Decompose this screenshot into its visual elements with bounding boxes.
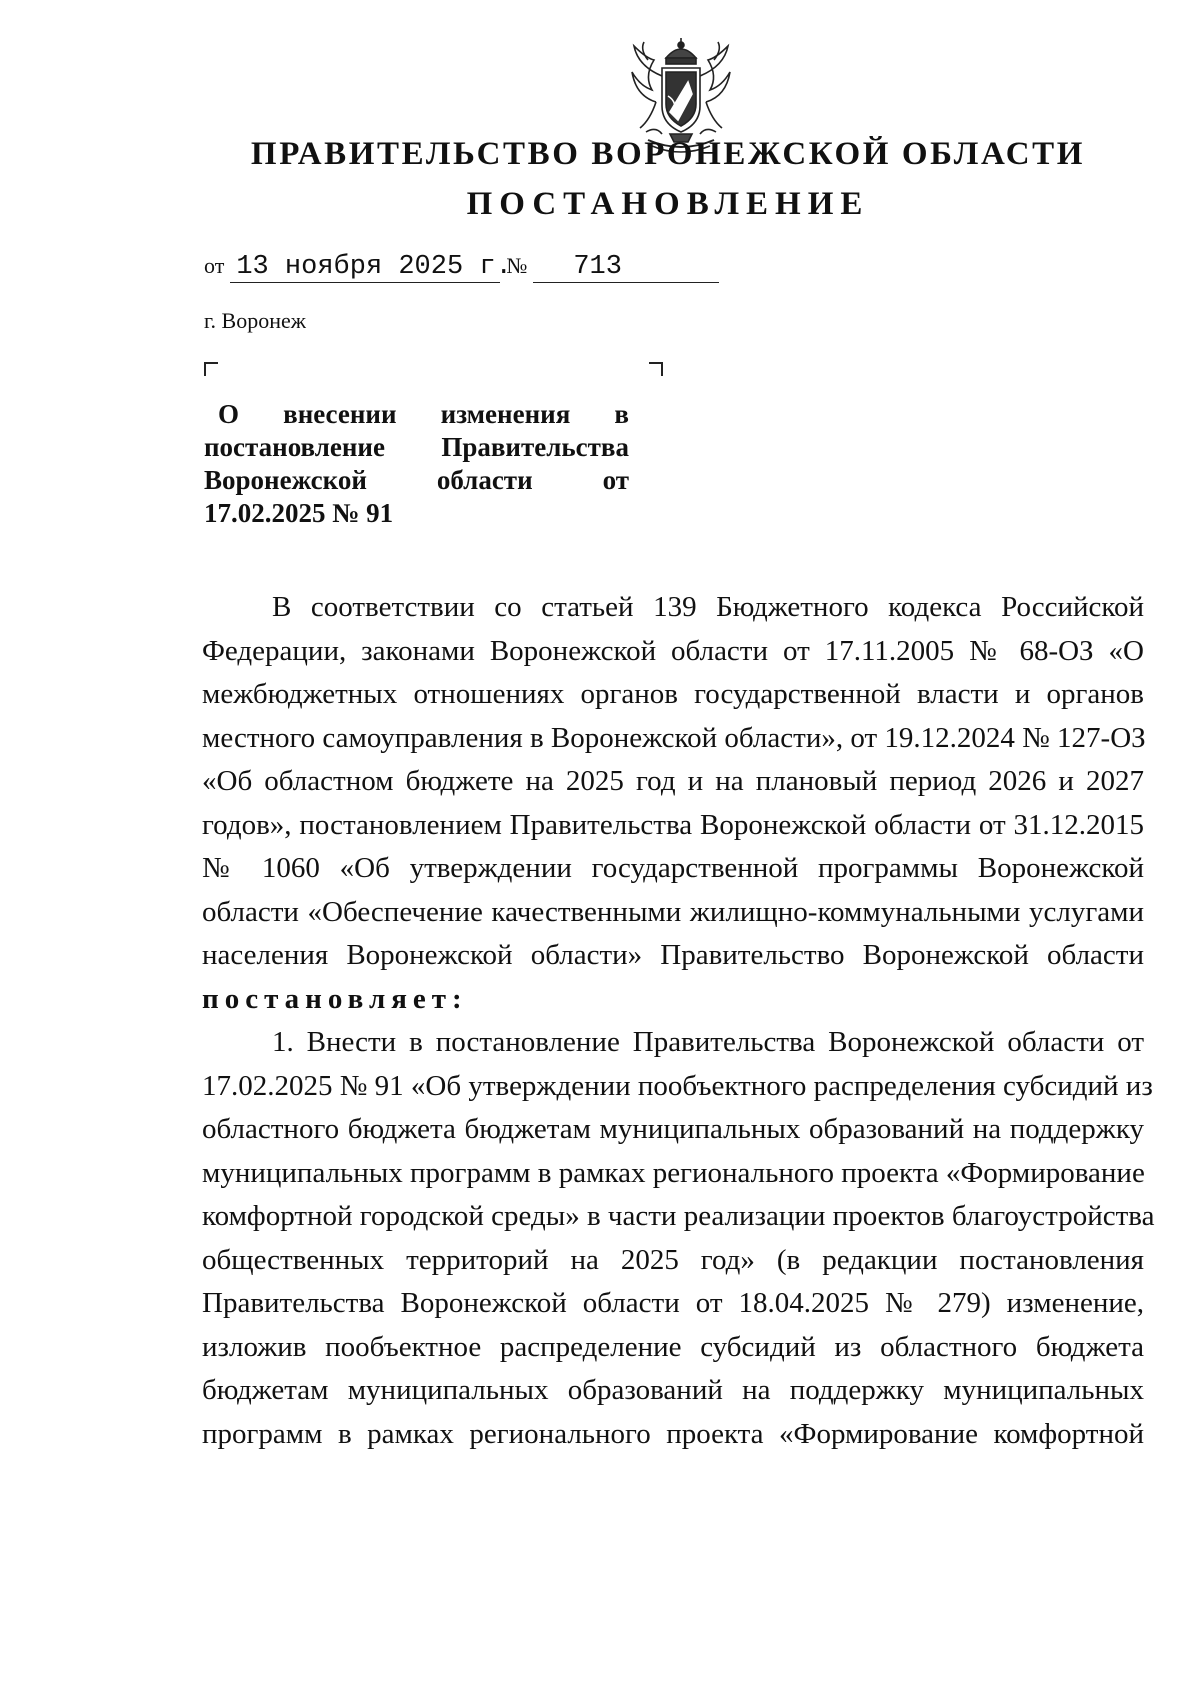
government-name: ПРАВИТЕЛЬСТВО ВОРОНЕЖСКОЙ ОБЛАСТИ [250,136,1086,172]
resolves-keyword: постановляет: [202,982,468,1015]
body-line: В соответствии со статьей 139 Бюджетного кодекса Российской [272,591,1144,623]
number-prefix: № [506,253,528,278]
body-line: бюджетам муниципальных образований на поддержку муниципальных [202,1374,1144,1406]
body-line: изложив пообъектное распределение субсидий из областного бюджета [202,1330,1144,1363]
body-line: Правительства Воронежской области от 18.04.2025 № 279) изменение, [202,1287,1144,1319]
body-line: 17.02.2025 № 91 «Об утверждении пообъектного распределения субсидий из [202,1069,1153,1102]
decree-number: 713 [533,252,719,283]
subject-bracket-left [204,362,218,376]
body-line: 1. Внести в постановление Правительства Воронежской области от [272,1026,1144,1058]
body-line: годов», постановлением Правительства Воронежской области от 31.12.2015 [202,808,1144,841]
date-number-line [204,252,719,283]
subject-line: О внесении изменения в [218,399,629,429]
body-line: области «Обеспечение качественными жилищно-коммунальными услугами [202,895,1144,928]
body-line: программ в рамках регионального проекта «Формирование комфортной [202,1417,1144,1450]
decree-subject [204,398,629,530]
body-line: № 1060 «Об утверждении государственной программы Воронежской [202,852,1144,884]
body-line: общественных территорий на 2025 год» (в редакции постановления [202,1243,1144,1276]
decree-date: 13 ноября 2025 г. [230,252,500,283]
body-line: межбюджетных отношениях органов государственной власти и органов [202,678,1144,710]
body-line: «Об областном бюджете на 2025 год и на плановый период 2026 и 2027 [202,765,1144,797]
subject-line: 17.02.2025 № 91 [204,498,394,528]
date-prefix: от [204,253,225,278]
body-line: муниципальных программ в рамках регионального проекта «Формирование [202,1156,1145,1189]
subject-line: Воронежской области от [204,465,629,495]
body-line: населения Воронежской области» Правительство Воронежской области [202,939,1144,971]
body-line: областного бюджета бюджетам муниципальных образований на поддержку [202,1113,1144,1145]
body-line: Федерации, законами Воронежской области от 17.11.2005 № 68-ОЗ «О [202,634,1144,667]
body-line: комфортной городской среды» в части реализации проектов благоустройства [202,1200,1155,1232]
decree-body [202,586,1155,1456]
subject-bracket-right [649,362,663,376]
subject-line: постановление Правительства [204,432,629,462]
city-of-issue: г. Воронеж [204,308,306,333]
document-type-title: ПОСТАНОВЛЕНИЕ [466,186,870,222]
body-line: местного самоуправления в Воронежской области», от 19.12.2024 № 127-ОЗ [202,721,1146,754]
